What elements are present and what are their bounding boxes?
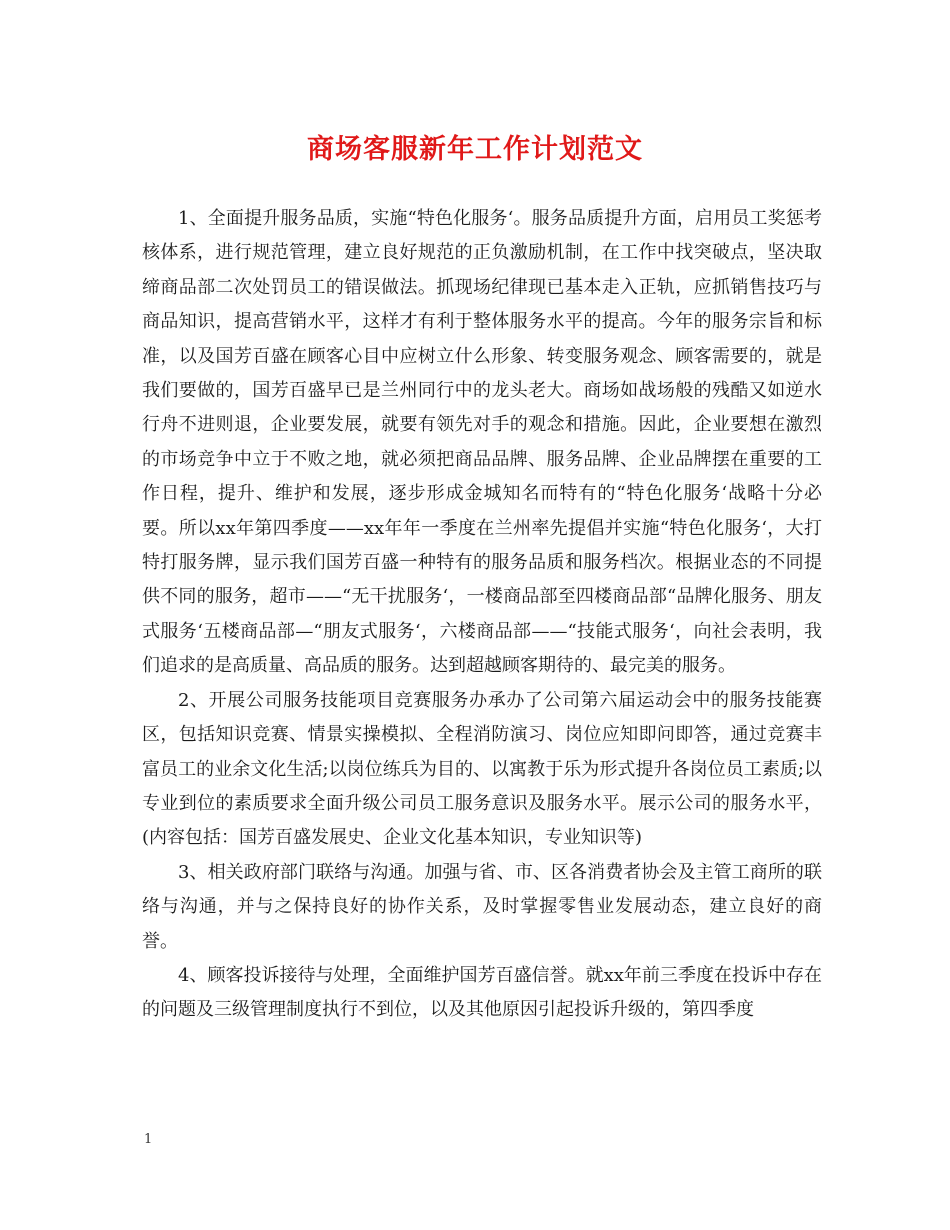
page-number: 1 bbox=[144, 1132, 153, 1147]
paragraph-1: 1、全面提升服务品质，实施“特色化服务‘。服务品质提升方面，启用员工奖惩考核体系，进行规范管理，建立良好规范的正负激励机制，在工作中找突破点，坚决取缔商品部二次处罚员工的错误做法。抓现场纪律现已基本走入正轨，应抓销售技巧与商品知识，提高营销水平，这样才有利于整体服务水平的提高。今年的服务宗旨和标准，以及国芳百盛在顾客心目中应树立什么形象、转变服务观念、顾客需要的，就是我们要做的，国芳百盛早已是兰州同行中的龙头老大。商场如战场般的残酷又如逆水行舟不进则退，企业要发展，就要有领先对手的观念和措施。因此，企业要想在激烈的市场竞争中立于不败之地，就必须把商品品牌、服务品牌、企业品牌摆在重要的工作日程，提升、维护和发展，逐步形成金城知名而特有的“特色化服务‘战略十分必要。所以xx年第四季度——xx年年一季度在兰州率先提倡并实施“特色化服务‘，大打特打服务牌，显示我们国芳百盛一种特有的服务品质和服务档次。根据业态的不同提供不同的服务，超市——“无干扰服务‘，一楼商品部至四楼商品部“品牌化服务、朋友式服务‘五楼商品部—“朋友式服务‘，六楼商品部——“技能式服务‘，向社会表明，我们追求的是高质量、高品质的服务。达到超越顾客期待的、最完美的服务。 bbox=[142, 208, 822, 677]
paragraph-2: 2、开展公司服务技能项目竞赛服务办承办了公司第六届运动会中的服务技能赛区，包括知识竞赛、情景实操模拟、全程消防演习、岗位应知即问即答，通过竞赛丰富员工的业余文化生活;以岗位练兵为目的、以寓教于乐为形式提升各岗位员工素质;以专业到位的素质要求全面升级公司员工服务意识及服务水平。展示公司的服务水平，(内容包括：国芳百盛发展史、企业文化基本知识，专业知识等) bbox=[142, 689, 822, 849]
document-body bbox=[142, 202, 822, 1028]
paragraph-3: 3、相关政府部门联络与沟通。加强与省、市、区各消费者协会及主管工商所的联络与沟通，并与之保持良好的协作关系，及时掌握零售业发展动态，建立良好的商誉。 bbox=[142, 861, 822, 952]
paragraph-4: 4、顾客投诉接待与处理，全面维护国芳百盛信誉。就xx年前三季度在投诉中存在的问题及三级管理制度执行不到位，以及其他原因引起投诉升级的，第四季度 bbox=[142, 964, 822, 1021]
document-title: 商场客服新年工作计划范文 bbox=[307, 134, 643, 165]
